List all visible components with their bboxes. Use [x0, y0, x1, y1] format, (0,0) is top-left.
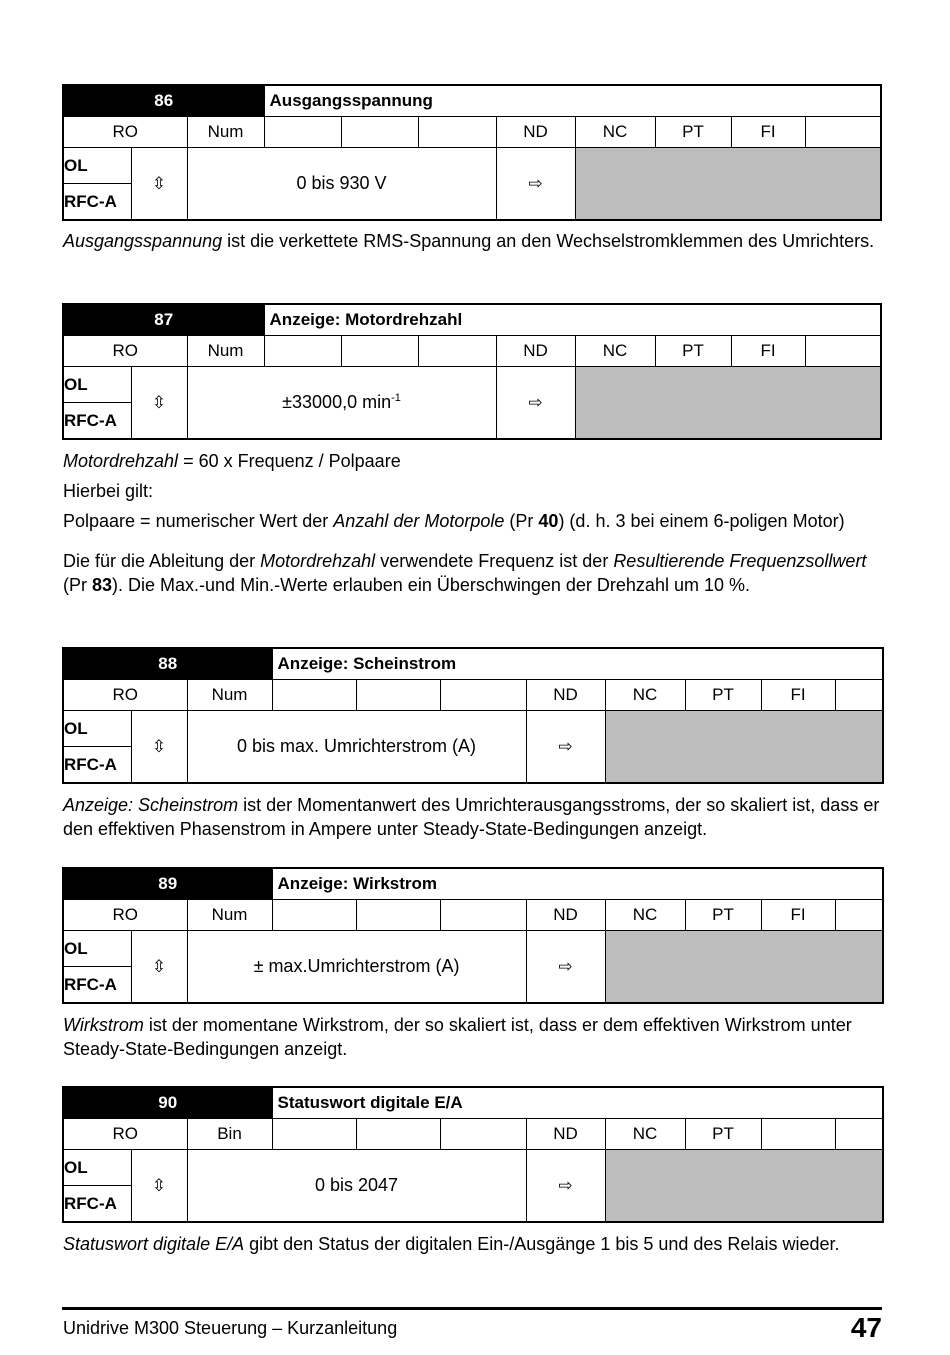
mode-ol: OL	[63, 1150, 131, 1186]
flag-cell: PT	[685, 1119, 761, 1150]
flag-cell: FI	[731, 117, 805, 148]
flag-cell	[356, 680, 440, 711]
frequency-paragraph	[63, 549, 883, 597]
flag-cell	[356, 900, 440, 931]
flag-cell: NC	[605, 900, 685, 931]
param-number: 89	[63, 868, 272, 900]
note-line: Hierbei gilt:	[63, 481, 154, 501]
mode-rfc-a: RFC-A	[63, 967, 131, 1004]
default-value-blank	[605, 1150, 883, 1223]
flag-cell: NC	[605, 1119, 685, 1150]
default-value-blank	[575, 148, 881, 221]
mode-rfc-a: RFC-A	[63, 747, 131, 784]
flag-cell: PT	[655, 336, 731, 367]
flag-cell: FI	[761, 900, 835, 931]
text: verwendete Frequenz ist der	[375, 551, 614, 571]
param-number: 88	[63, 648, 272, 680]
flag-cell: ND	[526, 1119, 605, 1150]
param-number: 87	[63, 304, 264, 336]
flag-cell: PT	[655, 117, 731, 148]
flag-cell: Num	[187, 336, 264, 367]
flag-cell	[264, 117, 341, 148]
flag-cell: ND	[526, 900, 605, 931]
range-text: 0 bis 930 V	[296, 173, 387, 193]
flag-cell	[761, 1119, 835, 1150]
param-89-table	[62, 867, 882, 1004]
param-table	[62, 303, 882, 440]
param-table	[62, 867, 884, 1004]
param-title: Anzeige: Scheinstrom	[272, 648, 883, 680]
text: ist der Momentanwert des Umrichterausgangsstroms, der so skaliert ist, dass er den effektiven Phasenstrom in Ampere unter Steady-State-Bedingungen anzeigt.	[63, 795, 880, 839]
flag-cell	[805, 117, 881, 148]
param-table	[62, 1086, 884, 1223]
flag-cell: RO	[63, 900, 187, 931]
param-table	[62, 647, 884, 784]
mode-ol: OL	[63, 931, 131, 967]
flag-cell	[440, 900, 526, 931]
param-title: Anzeige: Wirkstrom	[272, 868, 883, 900]
mode-rfc-a: RFC-A	[63, 1186, 131, 1223]
default-value-blank	[575, 367, 881, 440]
param-88-table	[62, 647, 882, 784]
flag-cell: ND	[496, 336, 575, 367]
mode-ol: OL	[63, 148, 131, 184]
flag-cell: NC	[575, 336, 655, 367]
flag-cell: ND	[496, 117, 575, 148]
default-arrow-icon: ⇨	[526, 931, 605, 1004]
text: ist der momentane Wirkstrom, der so skaliert ist, dass er dem effektiven Wirkstrom unter Steady-State-Bedingungen anzeigt.	[63, 1015, 852, 1059]
flag-cell	[356, 1119, 440, 1150]
flag-cell: Num	[187, 117, 264, 148]
term: Anzahl der Motorpole	[333, 511, 505, 531]
param-range	[187, 1150, 526, 1223]
flag-cell	[341, 336, 418, 367]
param-range	[187, 711, 526, 784]
flag-cell: RO	[63, 336, 187, 367]
page-number: 47	[850, 1312, 882, 1343]
term: Ausgangsspannung	[63, 231, 223, 251]
footer-rule	[62, 1307, 882, 1310]
text: ) (d. h. 3 bei einem 6-poligen Motor)	[558, 511, 845, 531]
flag-cell	[835, 900, 883, 931]
up-down-arrow-icon: ⇳	[131, 711, 187, 784]
mode-rfc-a: RFC-A	[63, 184, 131, 221]
text: ist die verkettete RMS-Spannung an den Wechselstromklemmen des Umrichters.	[222, 231, 875, 251]
range-exponent: -1	[391, 392, 401, 404]
flag-cell: NC	[605, 680, 685, 711]
range-text: ± max.Umrichterstrom (A)	[253, 956, 460, 976]
param-88-description	[63, 793, 883, 841]
text: = 60 x Frequenz / Polpaare	[178, 451, 401, 471]
text: Polpaare = numerischer Wert der	[63, 511, 334, 531]
mode-rfc-a: RFC-A	[63, 403, 131, 440]
param-range	[187, 367, 496, 440]
flag-cell: PT	[685, 680, 761, 711]
default-value-blank	[605, 711, 883, 784]
mode-ol: OL	[63, 367, 131, 403]
param-90-description	[63, 1232, 883, 1256]
term: Statuswort digitale E/A	[63, 1234, 245, 1254]
param-range	[187, 148, 496, 221]
flag-cell: NC	[575, 117, 655, 148]
flag-cell	[835, 1119, 883, 1150]
text: ). Die Max.-und Min.-Werte erlauben ein Überschwingen der Drehzahl um 10 %.	[112, 575, 750, 595]
flag-cell	[264, 336, 341, 367]
param-89-description	[63, 1013, 883, 1061]
text: Die für die Ableitung der	[63, 551, 261, 571]
flag-cell	[440, 680, 526, 711]
default-value-blank	[605, 931, 883, 1004]
up-down-arrow-icon: ⇳	[131, 367, 187, 440]
flag-cell	[272, 1119, 356, 1150]
param-87-table	[62, 303, 882, 440]
formula-line	[63, 449, 883, 473]
param-90-table	[62, 1086, 882, 1223]
flag-cell: Bin	[187, 1119, 272, 1150]
text: (Pr	[63, 575, 92, 595]
range-text: ±33000,0 min	[282, 392, 392, 412]
up-down-arrow-icon: ⇳	[131, 1150, 187, 1223]
pole-pairs-line	[63, 509, 883, 533]
default-arrow-icon: ⇨	[496, 367, 575, 440]
flag-cell: PT	[685, 900, 761, 931]
text: (Pr	[504, 511, 539, 531]
flag-cell: RO	[63, 680, 187, 711]
flag-cell: FI	[731, 336, 805, 367]
flag-cell	[418, 336, 496, 367]
param-title: Statuswort digitale E/A	[272, 1087, 883, 1119]
flag-cell	[440, 1119, 526, 1150]
param-ref: 40	[538, 511, 559, 531]
param-87-description	[63, 449, 883, 597]
range-text: 0 bis max. Umrichterstrom (A)	[237, 736, 477, 756]
term: Anzeige: Scheinstrom	[63, 795, 239, 815]
mode-ol: OL	[63, 711, 131, 747]
flag-cell: Num	[187, 900, 272, 931]
default-arrow-icon: ⇨	[526, 1150, 605, 1223]
param-number: 86	[63, 85, 264, 117]
flag-cell: ND	[526, 680, 605, 711]
term: Motordrehzahl	[260, 551, 376, 571]
up-down-arrow-icon: ⇳	[131, 931, 187, 1004]
flag-cell	[272, 680, 356, 711]
term: Wirkstrom	[63, 1015, 144, 1035]
param-86-table	[62, 84, 882, 221]
footer-title: Unidrive M300 Steuerung – Kurzanleitung	[63, 1318, 398, 1338]
flag-cell	[835, 680, 883, 711]
flag-cell: RO	[63, 117, 187, 148]
flag-cell: RO	[63, 1119, 187, 1150]
flag-cell	[805, 336, 881, 367]
param-ref: 83	[92, 575, 113, 595]
flag-cell: Num	[187, 680, 272, 711]
param-range	[187, 931, 526, 1004]
param-table	[62, 84, 882, 221]
param-title: Anzeige: Motordrehzahl	[264, 304, 881, 336]
term: Motordrehzahl	[63, 451, 179, 471]
range-text: 0 bis 2047	[314, 1175, 399, 1195]
up-down-arrow-icon: ⇳	[131, 148, 187, 221]
flag-cell	[418, 117, 496, 148]
flag-cell: FI	[761, 680, 835, 711]
param-number: 90	[63, 1087, 272, 1119]
term: Resultierende Frequenzsollwert	[613, 551, 867, 571]
param-86-description	[63, 229, 883, 253]
text: gibt den Status der digitalen Ein-/Ausgänge 1 bis 5 und des Relais wieder.	[244, 1234, 840, 1254]
flag-cell	[272, 900, 356, 931]
default-arrow-icon: ⇨	[526, 711, 605, 784]
default-arrow-icon: ⇨	[496, 148, 575, 221]
flag-cell	[341, 117, 418, 148]
param-title: Ausgangsspannung	[264, 85, 881, 117]
